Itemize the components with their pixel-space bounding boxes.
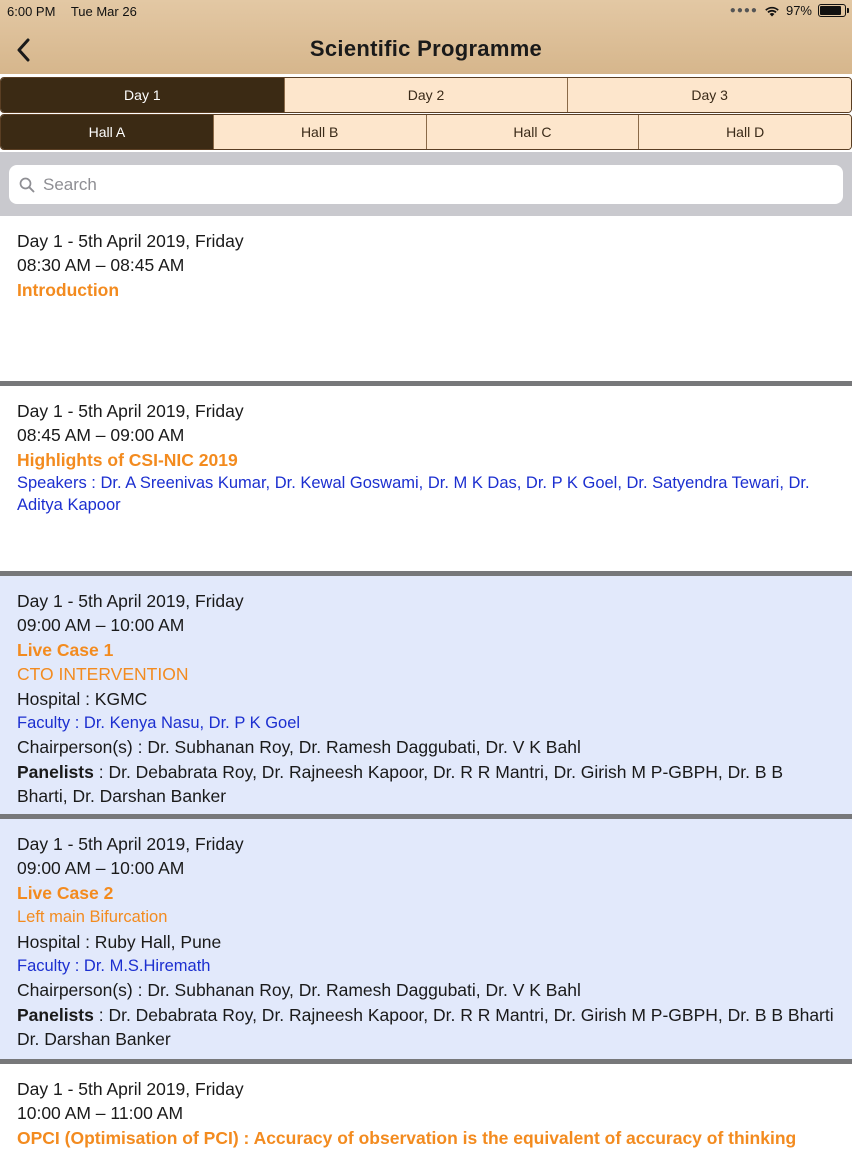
page-title: Scientific Programme bbox=[309, 36, 543, 61]
signal-icon: ●●●● bbox=[729, 5, 758, 16]
tab-hall-b[interactable]: Hall B bbox=[214, 115, 427, 149]
search-icon bbox=[19, 177, 35, 193]
session-time: 09:00 AM – 10:00 AM bbox=[17, 858, 185, 879]
session-title: Highlights of CSI-NIC 2019 bbox=[17, 449, 238, 470]
tab-hall-a[interactable]: Hall A bbox=[1, 115, 214, 149]
session-time: 09:00 AM – 10:00 AM bbox=[17, 615, 185, 636]
status-time: 6:00 PM bbox=[7, 4, 56, 19]
session-chairpersons: Chairperson(s) : Dr. Subhanan Roy, Dr. Ramesh Daggubati, Dr. V K Bahl bbox=[17, 980, 581, 1001]
panelists-label: Panelists bbox=[17, 1004, 94, 1025]
session-title: Live Case 1 bbox=[17, 639, 114, 660]
tab-day-1[interactable]: Day 1 bbox=[1, 78, 285, 112]
session-card[interactable] bbox=[0, 386, 852, 576]
status-left bbox=[7, 4, 149, 19]
session-panelists bbox=[17, 760, 835, 809]
session-chairpersons: Chairperson(s) : Dr. Subhanan Roy, Dr. Ramesh Daggubati, Dr. V K Bahl bbox=[17, 737, 581, 758]
day-tabs bbox=[0, 77, 852, 113]
session-time: 10:00 AM – 11:00 AM bbox=[17, 1103, 184, 1124]
search-input[interactable] bbox=[41, 174, 825, 196]
tab-hall-c[interactable]: Hall C bbox=[427, 115, 640, 149]
session-card[interactable] bbox=[0, 819, 852, 1064]
status-right bbox=[730, 3, 846, 18]
session-title: Live Case 2 bbox=[17, 882, 114, 903]
search-field[interactable] bbox=[9, 165, 843, 204]
session-day: Day 1 - 5th April 2019, Friday bbox=[17, 1079, 244, 1099]
session-list[interactable] bbox=[0, 216, 852, 1154]
session-subtitle: CTO INTERVENTION bbox=[17, 664, 189, 685]
status-date: Tue Mar 26 bbox=[70, 4, 137, 19]
session-time: 08:30 AM – 08:45 AM bbox=[17, 255, 185, 276]
session-day: Day 1 - 5th April 2019, Friday bbox=[17, 401, 244, 421]
tab-hall-d[interactable]: Hall D bbox=[639, 115, 851, 149]
tab-day-2[interactable]: Day 2 bbox=[285, 78, 569, 112]
session-title: OPCI (Optimisation of PCI) : Accuracy of observation is the equivalent of accuracy of thinking bbox=[17, 1127, 797, 1148]
session-hospital: Hospital : Ruby Hall, Pune bbox=[17, 931, 222, 952]
session-hospital: Hospital : KGMC bbox=[17, 688, 148, 709]
wifi-icon bbox=[764, 5, 780, 17]
status-bar bbox=[0, 0, 852, 22]
session-card[interactable] bbox=[0, 1064, 852, 1154]
session-day: Day 1 - 5th April 2019, Friday bbox=[17, 834, 244, 854]
session-panelists bbox=[17, 1003, 835, 1052]
session-subtitle: Left main Bifurcation bbox=[17, 908, 168, 927]
panelists-names: : Dr. Debabrata Roy, Dr. Rajneesh Kapoor, Dr. R R Mantri, Dr. Girish M P-GBPH, Dr. B B Bharti, Dr. Darshan Banker bbox=[17, 761, 784, 807]
session-faculty: Faculty : Dr. Kenya Nasu, Dr. P K Goel bbox=[17, 714, 301, 733]
session-speakers: Speakers : Dr. A Sreenivas Kumar, Dr. Kewal Goswami, Dr. M K Das, Dr. P K Goel, Dr. Satyendra Tewari, Dr. Aditya Kapoor bbox=[17, 474, 810, 515]
session-time: 08:45 AM – 09:00 AM bbox=[17, 425, 185, 446]
tab-day-3[interactable]: Day 3 bbox=[568, 78, 851, 112]
session-card[interactable] bbox=[0, 216, 852, 386]
session-title: Introduction bbox=[17, 279, 120, 300]
battery-percent: 97% bbox=[785, 3, 812, 18]
session-day: Day 1 - 5th April 2019, Friday bbox=[17, 591, 244, 611]
panelists-names: : Dr. Debabrata Roy, Dr. Rajneesh Kapoor, Dr. R R Mantri, Dr. Girish M P-GBPH, Dr. B B Bharti Dr. Darshan Banker bbox=[17, 1004, 834, 1050]
session-faculty: Faculty : Dr. M.S.Hiremath bbox=[17, 957, 211, 976]
nav-header bbox=[0, 0, 852, 74]
battery-icon bbox=[818, 4, 846, 17]
hall-tabs bbox=[0, 114, 852, 150]
panelists-label: Panelists bbox=[17, 761, 94, 782]
session-card[interactable] bbox=[0, 576, 852, 819]
search-bar bbox=[0, 152, 852, 216]
session-day: Day 1 - 5th April 2019, Friday bbox=[17, 231, 244, 251]
